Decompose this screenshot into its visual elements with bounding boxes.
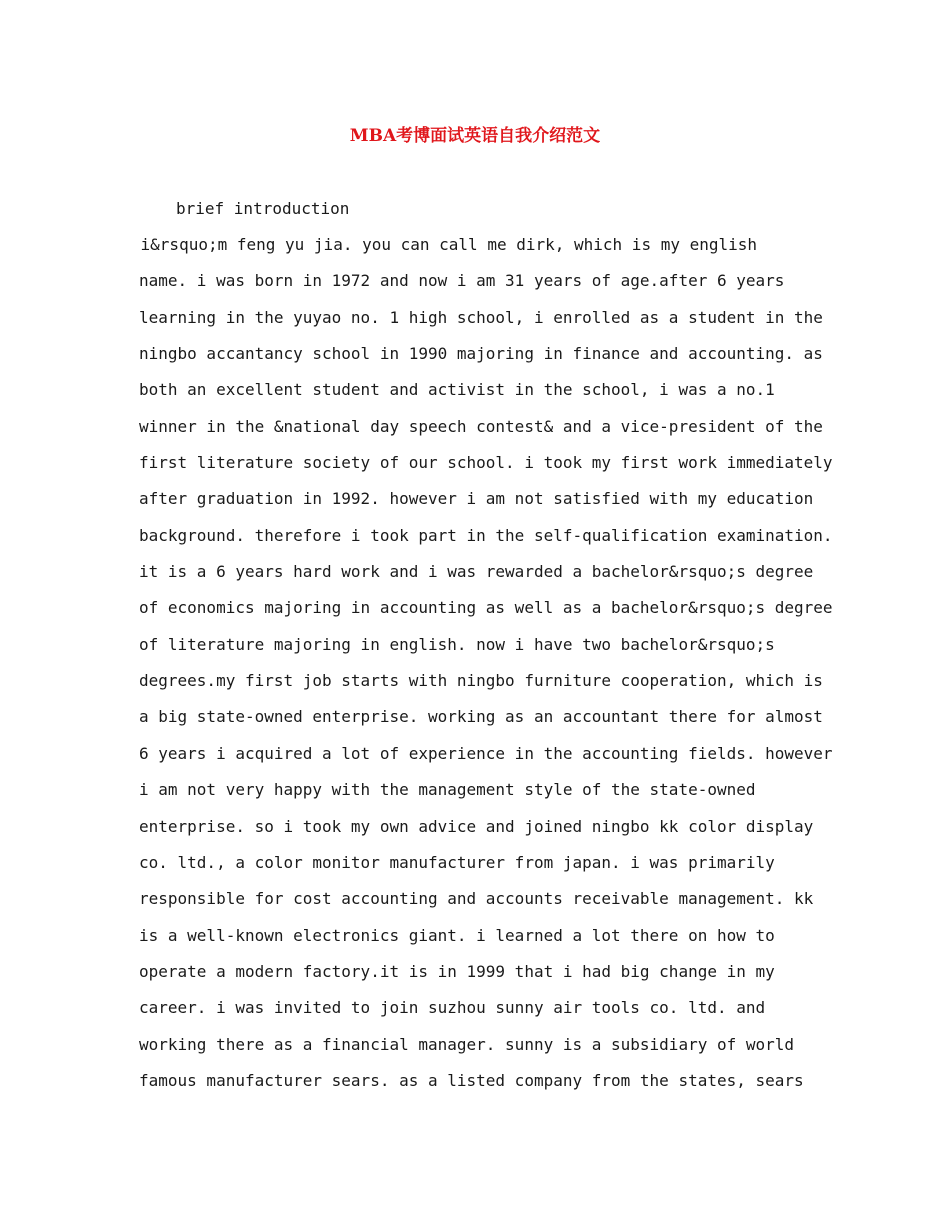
text-line: co. ltd., a color monitor manufacturer from japan. i was primarily [139, 852, 775, 872]
text-line: of literature majoring in english. now i have two bachelor&rsquo;s [139, 634, 775, 654]
text-line: winner in the &national day speech contest& and a vice-president of the [139, 416, 823, 436]
text-line: it is a 6 years hard work and i was rewarded a bachelor&rsquo;s degree [139, 562, 814, 582]
section-heading: brief introduction [176, 199, 350, 218]
text-line: a big state-owned enterprise. working as an accountant there for almost [139, 707, 823, 727]
text-line: working there as a financial manager. sunny is a subsidiary of world [139, 1034, 795, 1054]
text-line: first literature society of our school. i took my first work immediately [139, 453, 833, 473]
text-line: is a well-known electronics giant. i learned a lot there on how to [139, 925, 775, 945]
text-line: learning in the yuyao no. 1 high school, i enrolled as a student in the [139, 307, 823, 327]
body-text [102, 233, 839, 1105]
text-line: 6 years i acquired a lot of experience in the accounting fields. however [139, 743, 833, 763]
text-line: after graduation in 1992. however i am not satisfied with my education [139, 489, 814, 509]
text-line: both an excellent student and activist in the school, i was a no.1 [139, 380, 775, 400]
text-line: background. therefore i took part in the self-qualification examination. [139, 525, 833, 545]
text-line: career. i was invited to join suzhou sunny air tools co. ltd. and [139, 998, 766, 1018]
text-line: famous manufacturer sears. as a listed company from the states, sears [139, 1070, 804, 1090]
text-line: responsible for cost accounting and accounts receivable management. kk [139, 889, 814, 909]
text-line: of economics majoring in accounting as well as a bachelor&rsquo;s degree [139, 598, 833, 618]
text-line: i am not very happy with the management style of the state-owned [139, 780, 756, 800]
text-line: i&rsquo;m feng yu jia. you can call me dirk, which is my english [102, 235, 758, 254]
document-title: MBA考博面试英语自我介绍范文 [349, 126, 601, 146]
text-line: degrees.my first job starts with ningbo furniture cooperation, which is [139, 671, 823, 691]
text-line: operate a modern factory.it is in 1999 that i had big change in my [139, 961, 775, 981]
text-line: name. i was born in 1972 and now i am 31 years of age.after 6 years [139, 271, 785, 291]
text-line: ningbo accantancy school in 1990 majoring in finance and accounting. as [139, 344, 823, 364]
text-line: enterprise. so i took my own advice and joined ningbo kk color display [139, 816, 814, 836]
